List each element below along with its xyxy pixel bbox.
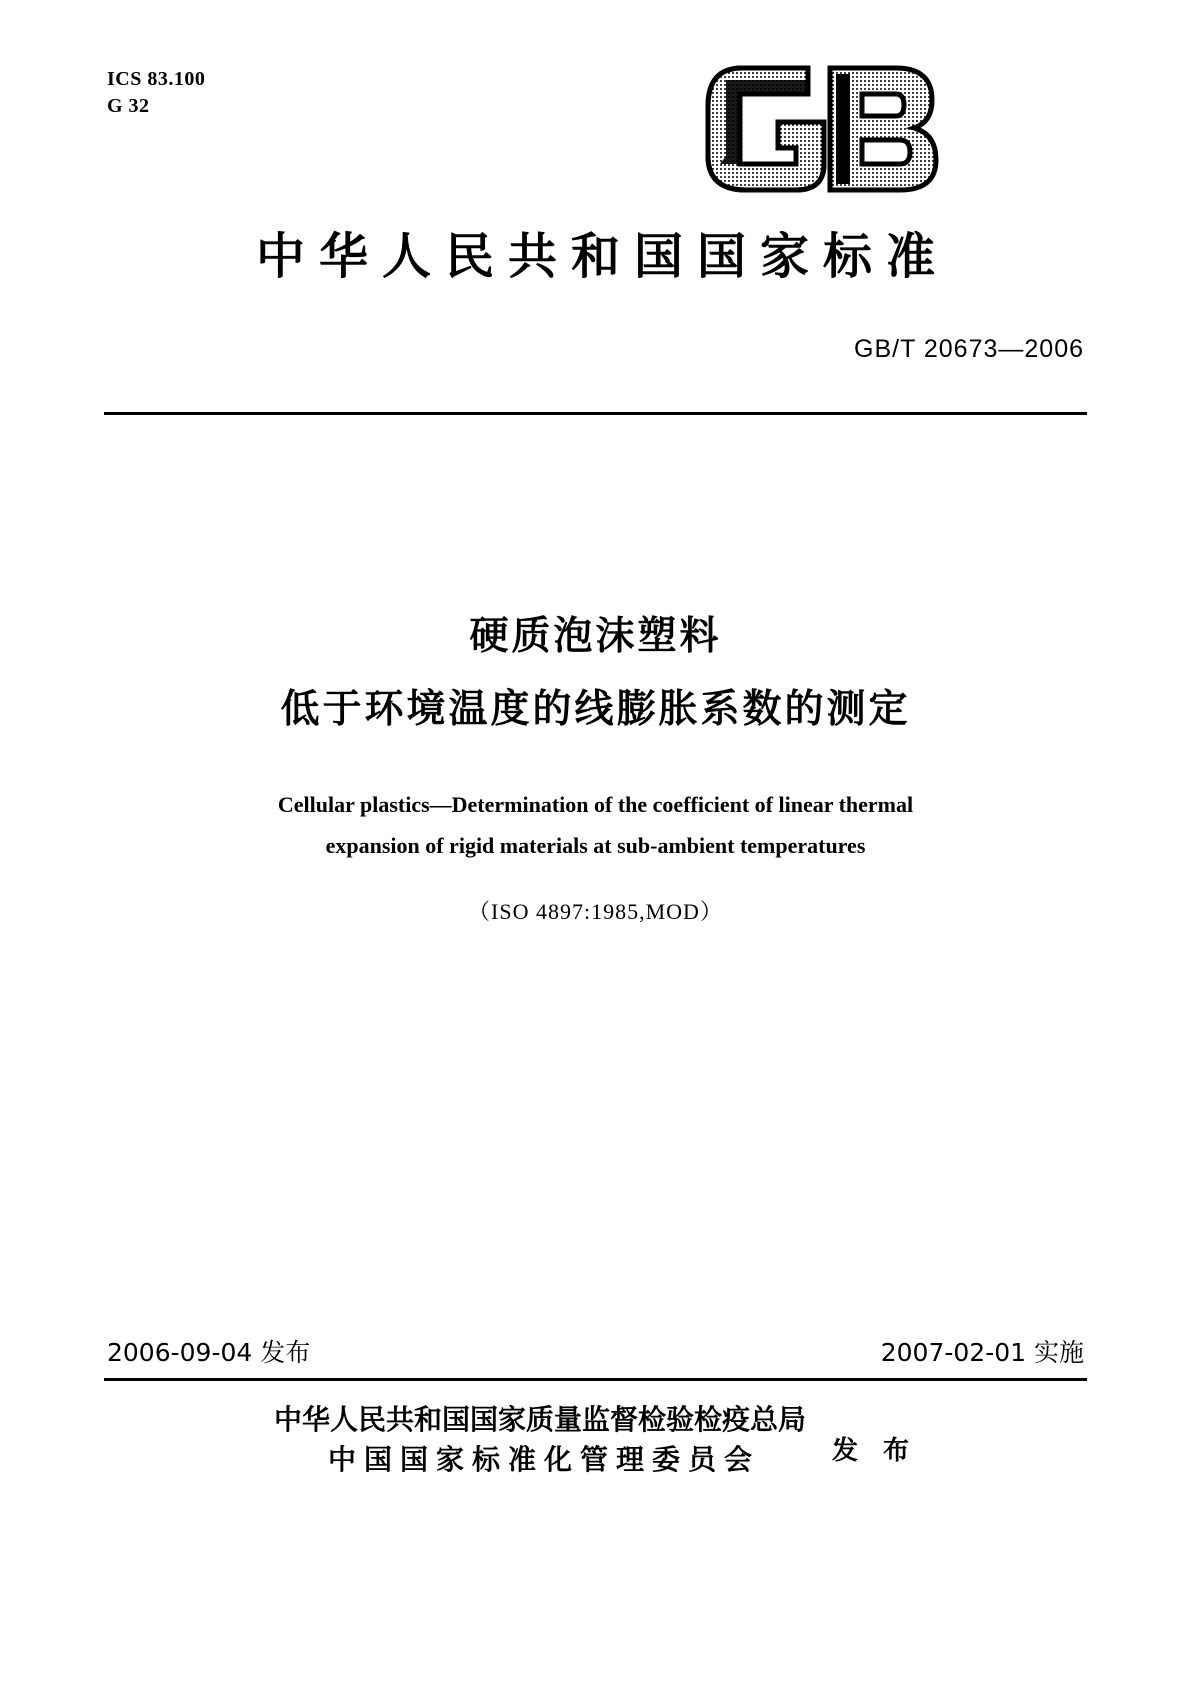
title-cn-line2: 低于环境温度的线膨胀系数的测定 — [280, 686, 911, 732]
title-cn-line1: 硬质泡沫塑料 — [469, 614, 722, 659]
category-code: G 32 — [107, 95, 150, 117]
implementation-date: 2007-02-01 实施 — [880, 1338, 1084, 1367]
header-divider — [104, 412, 1087, 415]
organization-names — [274, 1400, 806, 1480]
gb-emblem-icon — [700, 60, 950, 195]
title-en-line1: Cellular plastics—Determination of the coefficient of linear thermal — [277, 792, 914, 817]
issue-date: 2006-09-04 发布 — [107, 1338, 311, 1367]
standard-number: GB/T 20673—2006 — [854, 335, 1084, 363]
national-standard-heading: 中华人民共和国国家标准 — [255, 228, 949, 285]
iso-reference-note: （ISO 4897:1985,MOD） — [468, 899, 723, 924]
publish-label: 发 布 — [831, 1436, 918, 1467]
organization-line2: 中国国家标准化管理委员会 — [327, 1442, 760, 1476]
ics-code-block — [107, 66, 205, 120]
title-english — [130, 785, 1061, 866]
issuing-organizations — [0, 1400, 1191, 1480]
dates-row — [107, 1333, 1084, 1369]
organization-line1: 中华人民共和国国家质量监督检验检疫总局 — [273, 1403, 806, 1436]
title-en-line2: expansion of rigid materials at sub-ambient temperatures — [325, 832, 866, 858]
footer-divider — [104, 1378, 1087, 1381]
page-title — [0, 608, 1191, 739]
ics-code: ICS 83.100 — [107, 68, 206, 90]
